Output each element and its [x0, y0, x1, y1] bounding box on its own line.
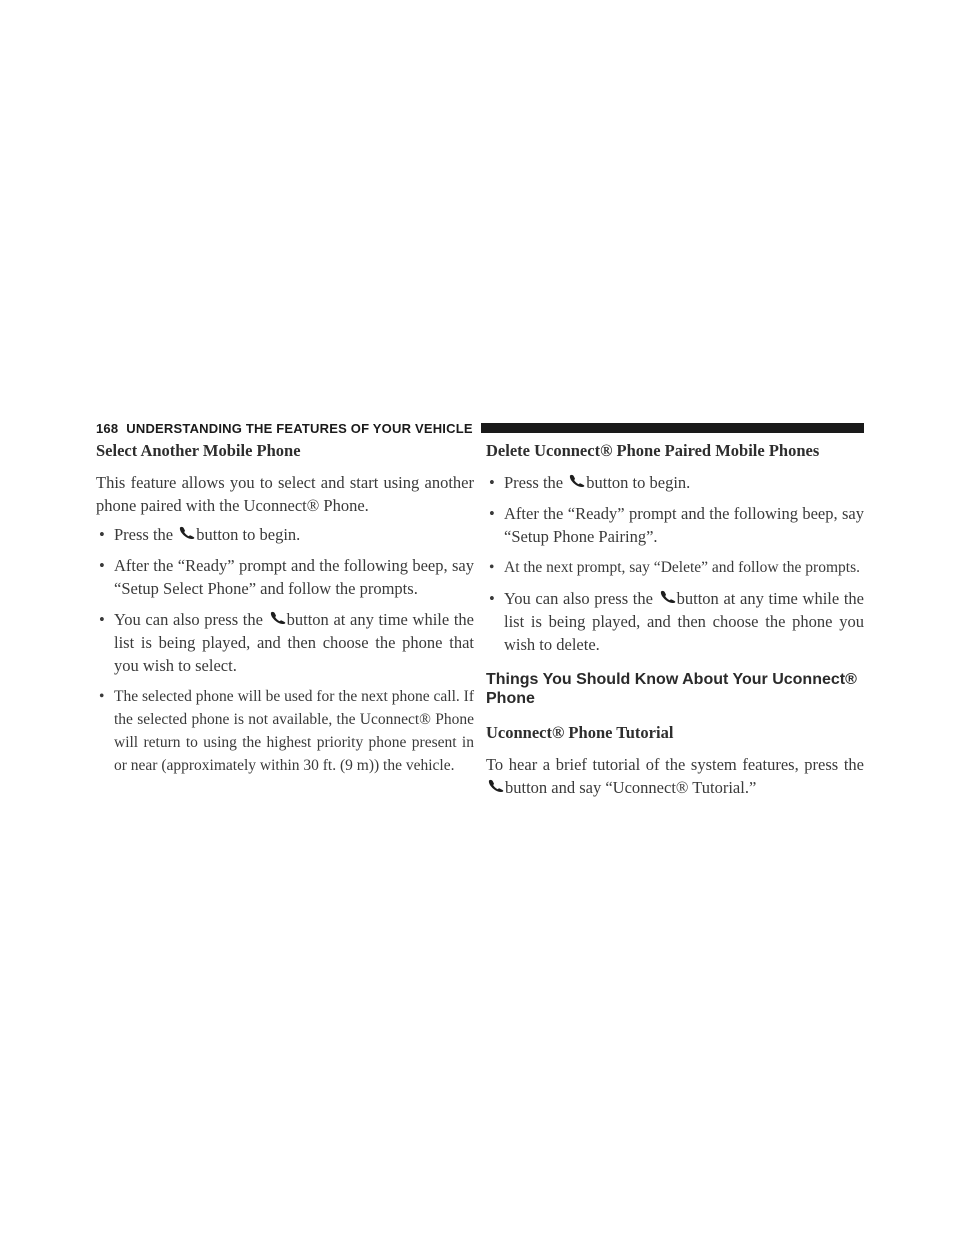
list-item	[96, 523, 474, 546]
delete-phones-list	[486, 471, 864, 656]
bullet-text-before: Press the	[114, 525, 178, 544]
bullet-text: After the “Ready” prompt and the following beep, say “Setup Select Phone” and follow the prompts.	[114, 556, 474, 598]
list-item	[486, 502, 864, 548]
list-item	[96, 608, 474, 677]
bullet-text-after: button at any time while the list is being played, and then choose the phone you wish to delete.	[504, 589, 865, 654]
tutorial-text-after: button and say “Uconnect® Tutorial.”	[505, 778, 757, 797]
delete-phones-heading: Delete Uconnect® Phone Paired Mobile Phones	[486, 441, 820, 460]
bullet: •	[99, 610, 105, 629]
page-header	[96, 418, 864, 438]
bullet: •	[489, 473, 495, 492]
header-rule	[481, 423, 864, 433]
select-phone-heading: Select Another Mobile Phone	[96, 441, 301, 460]
select-phone-list	[96, 523, 474, 777]
bullet-text-after: button to begin.	[586, 473, 691, 492]
right-column	[486, 440, 864, 805]
things-to-know-heading: Things You Should Know About Your Uconnect® Phone	[486, 671, 857, 707]
bullet-text-before: You can also press the	[504, 589, 658, 608]
bullet-text: After the “Ready” prompt and the following beep, say “Setup Phone Pairing”.	[504, 504, 864, 546]
bullet-text-before: Press the	[504, 473, 568, 492]
phone-icon	[660, 590, 677, 603]
select-phone-intro: This feature allows you to select and start using another phone paired with the Uconnect® Phone.	[96, 473, 474, 515]
list-item	[96, 554, 474, 600]
tutorial-heading: Uconnect® Phone Tutorial	[486, 723, 674, 742]
bullet-text-before: You can also press the	[114, 610, 268, 629]
page-number: 168	[96, 420, 119, 436]
bullet-text-after: button to begin.	[196, 525, 301, 544]
bullet: •	[99, 525, 105, 544]
phone-icon	[569, 474, 586, 487]
list-item	[486, 556, 864, 579]
bullet: •	[489, 589, 495, 608]
list-item	[486, 587, 864, 656]
tutorial-paragraph	[486, 753, 864, 799]
bullet: •	[489, 559, 495, 576]
bullet-text: The selected phone will be used for the next phone call. If the selected phone is not available, the Uconnect® Phone will return to using the highest priority phone present in or near (approximately within 30 ft. (9 m)) the vehicle.	[114, 688, 474, 774]
left-column	[96, 440, 474, 785]
bullet-text-after: button at any time while the list is being played, and then choose the phone that you wish to select.	[114, 610, 475, 675]
phone-icon	[488, 779, 505, 792]
tutorial-text-before: To hear a brief tutorial of the system features, press the	[486, 755, 864, 774]
bullet: •	[489, 504, 495, 523]
bullet: •	[99, 688, 105, 705]
list-item	[96, 685, 474, 777]
chapter-title: UNDERSTANDING THE FEATURES OF YOUR VEHICLE	[126, 420, 473, 436]
phone-icon	[179, 526, 196, 539]
bullet-text: At the next prompt, say “Delete” and follow the prompts.	[504, 559, 860, 576]
bullet: •	[99, 556, 105, 575]
list-item	[486, 471, 864, 494]
phone-icon	[270, 611, 287, 624]
